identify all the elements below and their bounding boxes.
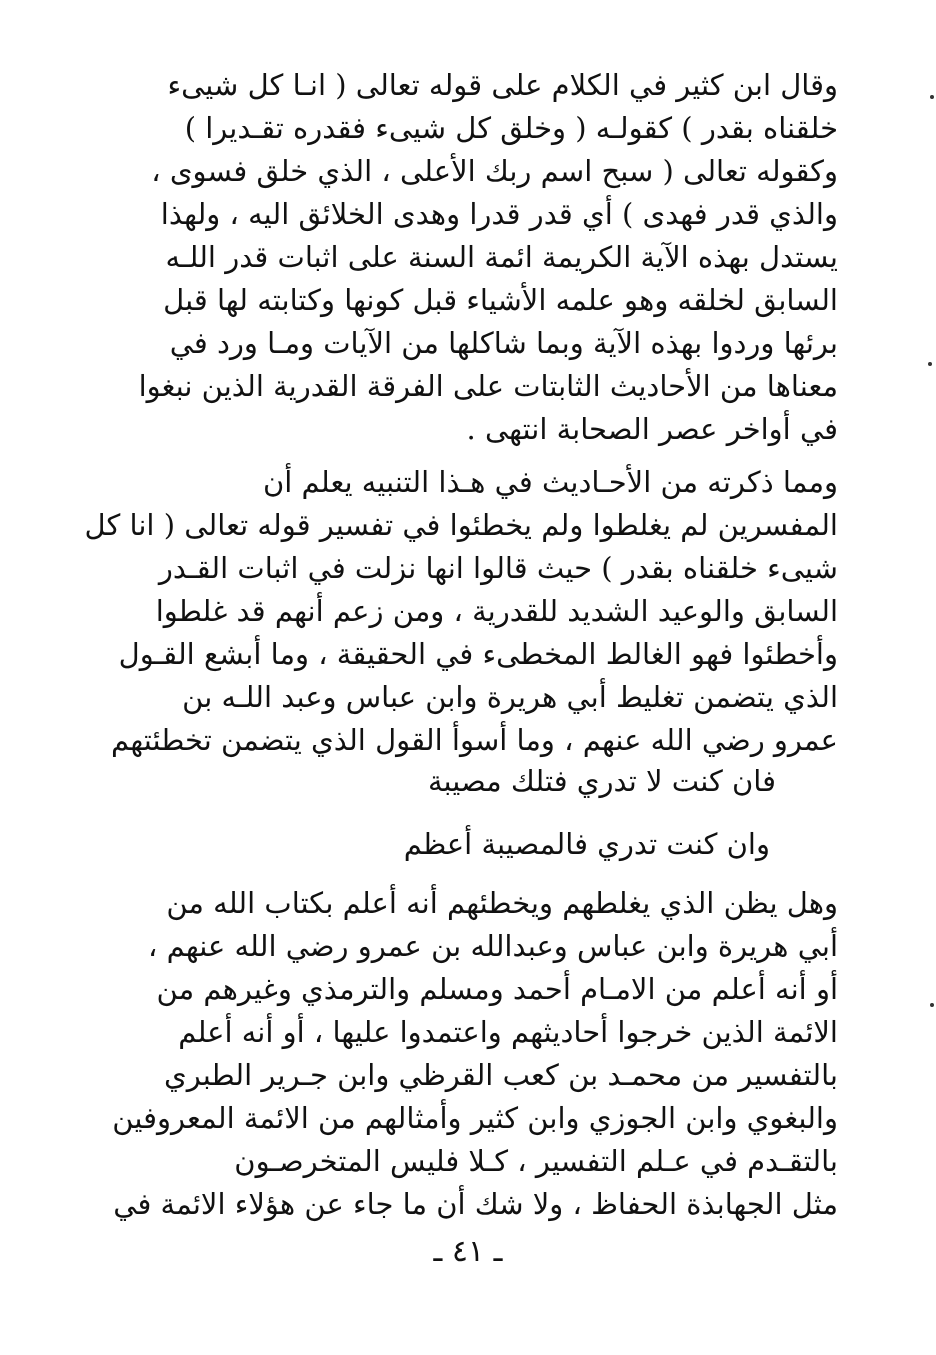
text-line: أو أنه أعلم من الامـام أحمد ومسلم والترمذي وغيرهم من <box>156 972 838 1006</box>
text-line: بالتفسير من محمـد بن كعب القرظي وابن جـرير الطبري <box>164 1058 838 1092</box>
scan-speck <box>930 95 934 99</box>
text-line: في أواخر عصر الصحابة انتهى . <box>466 412 838 446</box>
scan-speck <box>928 362 932 366</box>
text-line: يستدل بهذه الآية الكريمة ائمة السنة على اثبات قدر اللـه <box>165 240 838 274</box>
page-number: ـ ٤١ ـ <box>433 1234 503 1269</box>
paragraph-rhetorical-question <box>78 882 838 1226</box>
text-line: ومما ذكرته من الأحـاديث في هـذا التنبيه يعلم أن <box>262 465 838 499</box>
text-line: وقال ابن كثير في الكلام على قوله تعالى ( انـا كل شيىء <box>167 68 838 102</box>
text-line: السابق والوعيد الشديد للقدرية ، ومن زعم أنهم قد غلطوا <box>155 594 838 628</box>
scan-speck <box>930 1003 934 1007</box>
verse-line-1: فان كنت لا تدري فتلك مصيبة <box>427 764 776 798</box>
paragraph-ibn-kathir-quote <box>78 64 838 451</box>
text-line: والبغوي وابن الجوزي وابن كثير وأمثالهم من الائمة المعروفين <box>112 1101 838 1135</box>
text-line: والذي قدر فهدى ) أي قدر قدرا وهدى الخلائق اليه ، ولهذا <box>160 197 838 231</box>
text-line: السابق لخلقه وهو علمه الأشياء قبل كونها وكتابته لها قبل <box>163 283 838 317</box>
text-line: برئها وردوا بهذه الآية وبما شاكلها من الآيات ومـا ورد في <box>169 326 838 360</box>
text-line: وكقوله تعالى ( سبح اسم ربك الأعلى ، الذي خلق فسوى ، <box>151 154 838 188</box>
text-line: الائمة الذين خرجوا أحاديثهم واعتمدوا عليها ، أو أنه أعلم <box>178 1015 838 1049</box>
text-line: وهل يظن الذي يغلطهم ويخطئهم أنه أعلم بكتاب الله من <box>166 886 838 920</box>
text-line: مثل الجهابذة الحفاظ ، ولا شك أن ما جاء عن هؤلاء الائمة في <box>113 1187 838 1221</box>
text-line: بالتقـدم في عـلم التفسير ، كـلا فليس المتخرصـون <box>234 1144 838 1178</box>
text-line: الذي يتضمن تغليط أبي هريرة وابن عباس وعبد اللـه بن <box>182 680 838 714</box>
text-line: عمرو رضي الله عنهم ، وما أسوأ القول الذي يتضمن تخطئتهم <box>111 723 838 757</box>
text-line: معناها من الأحاديث الثابتات على الفرقة القدرية الذين نبغوا <box>138 369 838 403</box>
text-line: خلقناه بقدر ) كقولـه ( وخلق كل شيىء فقدره تقـديرا ) <box>184 111 838 145</box>
verse-line-2: وان كنت تدري فالمصيبة أعظم <box>403 827 770 861</box>
text-line: وأخطئوا فهو الغالط المخطىء في الحقيقة ، وما أبشع القـول <box>118 637 838 671</box>
text-line: شيىء خلقناه بقدر ) حيث قالوا انها نزلت في اثبات القـدر <box>158 551 838 585</box>
text-line: أبي هريرة وابن عباس وعبدالله بن عمرو رضي الله عنهم ، <box>147 929 838 963</box>
paragraph-commentary <box>78 461 838 762</box>
text-line: المفسرين لم يغلطوا ولم يخطئوا في تفسير قوله تعالى ( انا كل <box>84 508 838 542</box>
